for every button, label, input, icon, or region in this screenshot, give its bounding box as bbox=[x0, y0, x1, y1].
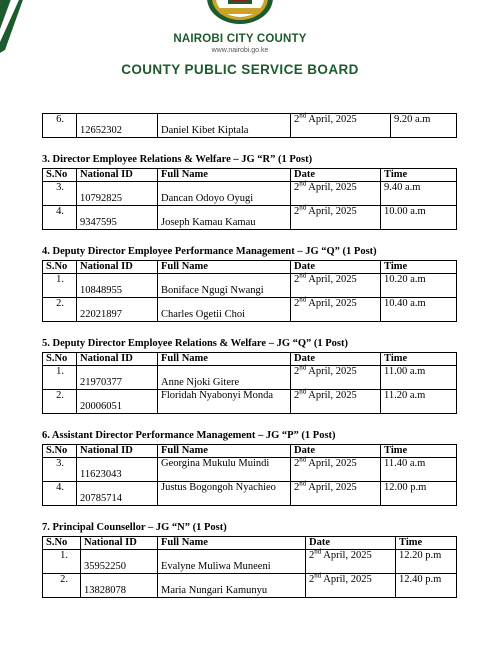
full-name-cell: Boniface Ngugi Nwangi bbox=[158, 274, 291, 298]
sno-cell: 2. bbox=[43, 390, 77, 414]
table-row bbox=[43, 298, 457, 322]
date-cell: 2nd April, 2025 bbox=[306, 550, 396, 574]
time-cell: 11.00 a.m bbox=[381, 366, 457, 390]
sno-cell: 6. bbox=[43, 114, 77, 138]
time-cell: 12.20 p.m bbox=[396, 550, 457, 574]
time-cell: 9.20 a.m bbox=[391, 114, 457, 138]
full-name-cell: Dancan Odoyo Oyugi bbox=[158, 182, 291, 206]
national-id-cell: 11623043 bbox=[77, 458, 158, 482]
section-title: 3. Director Employee Relations & Welfare – JG “R” (1 Post) bbox=[42, 154, 313, 165]
section-title: 6. Assistant Director Performance Management – JG “P” (1 Post) bbox=[42, 430, 336, 441]
column-header-date: Date bbox=[291, 261, 381, 274]
full-name-cell: Georgina Mukulu Muindi bbox=[158, 458, 291, 482]
sno-cell: 1. bbox=[43, 550, 81, 574]
table-row bbox=[43, 458, 457, 482]
sno-cell: 4. bbox=[43, 482, 77, 506]
time-cell: 12.00 p.m bbox=[381, 482, 457, 506]
table-header-row bbox=[43, 261, 457, 274]
column-header-national-id: National ID bbox=[77, 261, 158, 274]
column-header-date: Date bbox=[306, 537, 396, 550]
section-title: 7. Principal Counsellor – JG “N” (1 Post) bbox=[42, 522, 227, 533]
column-header-sno: S.No bbox=[43, 353, 77, 366]
continued-interview-table bbox=[42, 113, 457, 138]
sno-cell: 1. bbox=[43, 366, 77, 390]
section-title: 5. Deputy Director Employee Relations & Welfare – JG “Q” (1 Post) bbox=[42, 338, 349, 349]
time-cell: 11.20 a.m bbox=[381, 390, 457, 414]
date-cell: 2nd April, 2025 bbox=[291, 206, 381, 230]
column-header-time: Time bbox=[381, 445, 457, 458]
interview-table bbox=[42, 168, 457, 230]
column-header-date: Date bbox=[291, 169, 381, 182]
time-cell: 10.20 a.m bbox=[381, 274, 457, 298]
national-id-cell: 21970377 bbox=[77, 366, 158, 390]
column-header-time: Time bbox=[396, 537, 457, 550]
table-row bbox=[43, 114, 457, 138]
schedule-content bbox=[42, 113, 457, 598]
national-id-cell: 20785714 bbox=[77, 482, 158, 506]
national-id-cell: 20006051 bbox=[77, 390, 158, 414]
column-header-sno: S.No bbox=[43, 537, 81, 550]
date-cell: 2nd April, 2025 bbox=[291, 390, 381, 414]
table-header-row bbox=[43, 537, 457, 550]
national-id-cell: 35952250 bbox=[81, 550, 158, 574]
interview-table bbox=[42, 352, 457, 414]
table-header-row bbox=[43, 353, 457, 366]
column-header-time: Time bbox=[381, 169, 457, 182]
interview-table bbox=[42, 536, 457, 598]
column-header-sno: S.No bbox=[43, 169, 77, 182]
date-cell: 2nd April, 2025 bbox=[291, 114, 391, 138]
column-header-full-name: Full Name bbox=[158, 169, 291, 182]
sno-cell: 3. bbox=[43, 458, 77, 482]
column-header-time: Time bbox=[381, 353, 457, 366]
date-cell: 2nd April, 2025 bbox=[291, 298, 381, 322]
time-cell: 9.40 a.m bbox=[381, 182, 457, 206]
column-header-full-name: Full Name bbox=[158, 537, 306, 550]
county-logo bbox=[206, 0, 274, 26]
full-name-cell: Daniel Kibet Kiptala bbox=[158, 114, 291, 138]
table-row bbox=[43, 550, 457, 574]
date-cell: 2nd April, 2025 bbox=[291, 482, 381, 506]
date-cell: 2nd April, 2025 bbox=[291, 182, 381, 206]
sno-cell: 2. bbox=[43, 574, 81, 598]
full-name-cell: Floridah Nyabonyi Monda bbox=[158, 390, 291, 414]
column-header-full-name: Full Name bbox=[158, 261, 291, 274]
full-name-cell: Charles Ogetii Choi bbox=[158, 298, 291, 322]
organization-website[interactable]: www.nairobi.go.ke bbox=[211, 47, 269, 54]
column-header-date: Date bbox=[291, 353, 381, 366]
date-cell: 2nd April, 2025 bbox=[291, 366, 381, 390]
table-header-row bbox=[43, 445, 457, 458]
column-header-sno: S.No bbox=[43, 445, 77, 458]
organization-name: NAIROBI CITY COUNTY bbox=[173, 33, 307, 45]
table-row bbox=[43, 182, 457, 206]
sno-cell: 4. bbox=[43, 206, 77, 230]
sno-cell: 3. bbox=[43, 182, 77, 206]
full-name-cell: Anne Njoki Gitere bbox=[158, 366, 291, 390]
interview-table bbox=[42, 444, 457, 506]
column-header-national-id: National ID bbox=[81, 537, 158, 550]
table-row bbox=[43, 366, 457, 390]
national-id-cell: 12652302 bbox=[77, 114, 158, 138]
section-title: 4. Deputy Director Employee Performance Management – JG “Q” (1 Post) bbox=[42, 246, 377, 257]
column-header-sno: S.No bbox=[43, 261, 77, 274]
board-name: COUNTY PUBLIC SERVICE BOARD bbox=[121, 62, 359, 77]
column-header-date: Date bbox=[291, 445, 381, 458]
table-row bbox=[43, 390, 457, 414]
time-cell: 12.40 p.m bbox=[396, 574, 457, 598]
time-cell: 11.40 a.m bbox=[381, 458, 457, 482]
national-id-cell: 9347595 bbox=[77, 206, 158, 230]
table-row bbox=[43, 274, 457, 298]
national-id-cell: 13828078 bbox=[81, 574, 158, 598]
table-row bbox=[43, 482, 457, 506]
time-cell: 10.40 a.m bbox=[381, 298, 457, 322]
column-header-time: Time bbox=[381, 261, 457, 274]
national-id-cell: 10792825 bbox=[77, 182, 158, 206]
column-header-national-id: National ID bbox=[77, 353, 158, 366]
full-name-cell: Joseph Kamau Kamau bbox=[158, 206, 291, 230]
date-cell: 2nd April, 2025 bbox=[291, 458, 381, 482]
table-row bbox=[43, 206, 457, 230]
full-name-cell: Evalyne Muliwa Muneeni bbox=[158, 550, 306, 574]
date-cell: 2nd April, 2025 bbox=[291, 274, 381, 298]
sno-cell: 1. bbox=[43, 274, 77, 298]
national-id-cell: 22021897 bbox=[77, 298, 158, 322]
column-header-national-id: National ID bbox=[77, 169, 158, 182]
full-name-cell: Justus Bogongoh Nyachieo bbox=[158, 482, 291, 506]
table-header-row bbox=[43, 169, 457, 182]
interview-table bbox=[42, 260, 457, 322]
date-cell: 2nd April, 2025 bbox=[306, 574, 396, 598]
full-name-cell: Maria Nungari Kamunyu bbox=[158, 574, 306, 598]
national-id-cell: 10848955 bbox=[77, 274, 158, 298]
column-header-national-id: National ID bbox=[77, 445, 158, 458]
sno-cell: 2. bbox=[43, 298, 77, 322]
table-row bbox=[43, 574, 457, 598]
column-header-full-name: Full Name bbox=[158, 353, 291, 366]
time-cell: 10.00 a.m bbox=[381, 206, 457, 230]
column-header-full-name: Full Name bbox=[158, 445, 291, 458]
